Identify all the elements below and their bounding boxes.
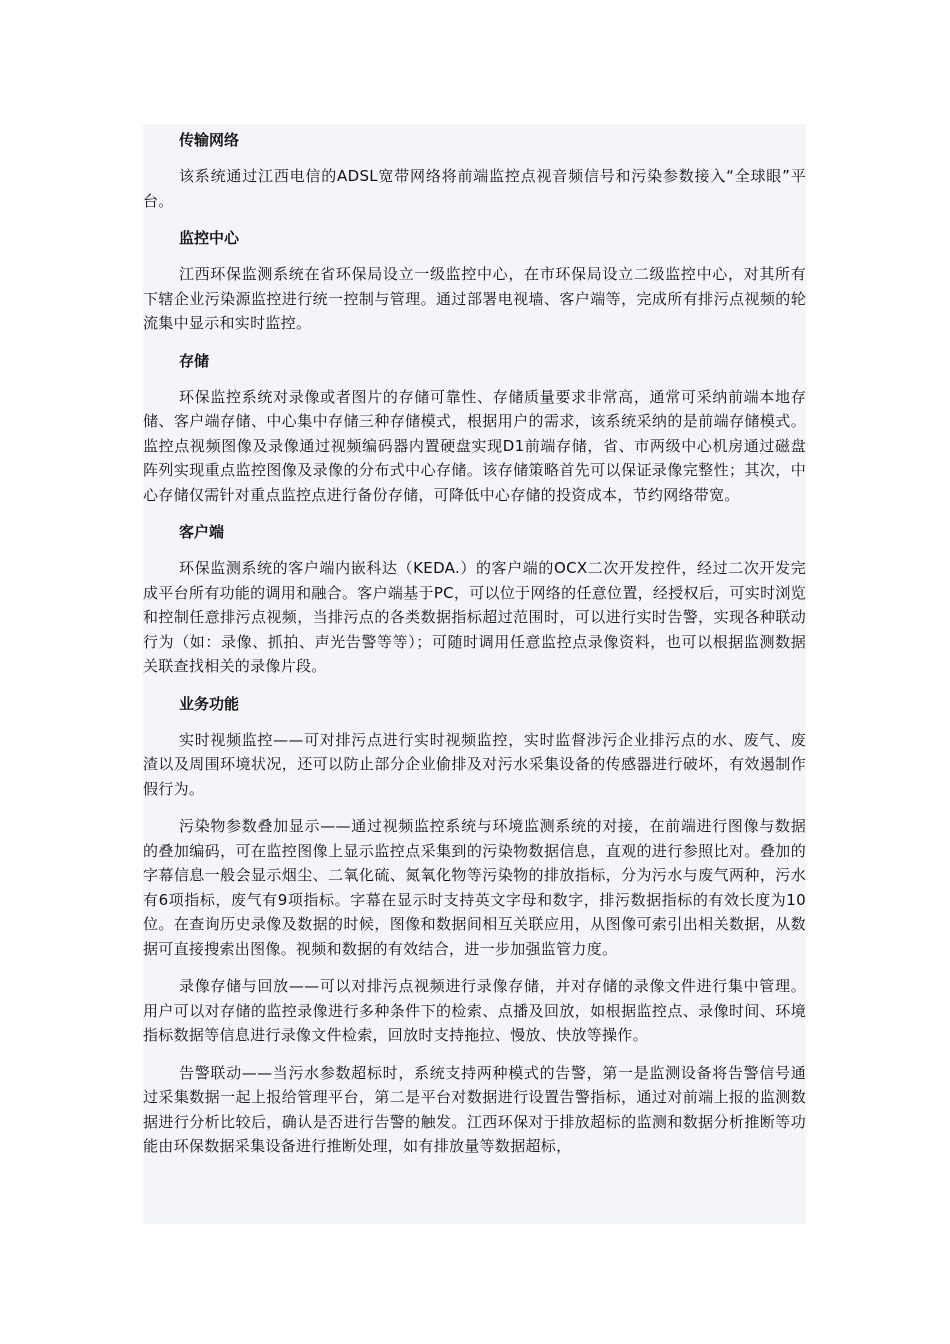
paragraph-parameter-overlay: 污染物参数叠加显示——通过视频监控系统与环境监测系统的对接，在前端进行图像与数据的叠加编码，可在监控图像上显示监控点采集到的污染物数据信息，直观的进行参照比对。叠加的字幕信息一般会显示烟尘、二氧化硫、氮氧化物等污染物的排放指标，分为污水与废气两种，污水有6项指标，废气有9项指标。字幕在显示时支持英文字母和数字，排污数据指标的有效长度为10位。在查询历史录像及数据的时候，图像和数据间相互关联应用，从图像可索引出相关数据，从数据可直接搜索出图像。视频和数据的有效结合，进一步加强监管力度。 bbox=[143, 817, 806, 958]
paragraph-client: 环保监测系统的客户端内嵌科达（KEDA.）的客户端的OCX二次开发控件，经过二次开发完成平台所有功能的调用和融合。客户端基于PC，可以位于网络的任意位置，经授权后，可实时浏览和控制任意排污点视频，当排污点的各类数据指标超过范围时，可以进行实时告警，实现各种联动行为（如：录像、抓拍、声光告警等等）；可随时调用任意监控点录像资料，也可以根据监测数据关联查找相关的录像片段。 bbox=[143, 559, 806, 675]
section-heading-client: 客户端 bbox=[179, 523, 225, 541]
paragraph-alarm-linkage: 告警联动——当污水参数超标时，系统支持两种模式的告警，第一是监测设备将告警信号通过采集数据一起上报给管理平台，第二是平台对数据进行设置告警指标，通过对前端上报的监测数据进行分析比较后，确认是否进行告警的触发。江西环保对于排放超标的监测和数据分析推断等功能由环保数据采集设备进行推断处理，如有排放量等数据超标， bbox=[143, 1063, 806, 1155]
paragraph-transmission: 该系统通过江西电信的ADSL宽带网络将前端监控点视音频信号和污染参数接入“全球眼”平台。 bbox=[143, 167, 806, 210]
document-content bbox=[143, 124, 806, 1224]
section-heading-transmission: 传输网络 bbox=[179, 131, 240, 149]
section-heading-storage: 存储 bbox=[179, 351, 210, 370]
paragraph-realtime-video: 实时视频监控——可对排污点进行实时视频监控，实时监督涉污企业排污点的水、废气、废渣以及周围环境状况，还可以防止部分企业偷排及对污水采集设备的传感器进行破坏，有效遏制作假行为。 bbox=[143, 730, 806, 798]
section-heading-business-functions: 业务功能 bbox=[179, 694, 240, 713]
paragraph-recording-playback: 录像存储与回放——可以对排污点视频进行录像存储，并对存储的录像文件进行集中管理。用户可以对存储的监控录像进行多种条件下的检索、点播及回放，如根据监控点、录像时间、环境指标数据等信息进行录像文件检索，回放时支持拖拉、慢放、快放等操作。 bbox=[143, 977, 806, 1044]
section-heading-monitoring-center: 监控中心 bbox=[179, 229, 240, 247]
paragraph-storage: 环保监控系统对录像或者图片的存储可靠性、存储质量要求非常高，通常可采纳前端本地存储、客户端存储、中心集中存储三种存储模式，根据用户的需求，该系统采纳的是前端存储模式。监控点视频图像及录像通过视频编码器内置硬盘实现D1前端存储，省、市两级中心机房通过磁盘阵列实现重点监控图像及录像的分布式中心存储。该存储策略首先可以保证录像完整性；其次，中心存储仅需针对重点监控点进行备份存储，可降低中心存储的投资成本，节约网络带宽。 bbox=[143, 387, 806, 504]
paragraph-monitoring-center: 江西环保监测系统在省环保局设立一级监控中心，在市环保局设立二级监控中心，对其所有下辖企业污染源监控进行统一控制与管理。通过部署电视墙、客户端等，完成所有排污点视频的轮流集中显示和实时监控。 bbox=[143, 265, 806, 332]
